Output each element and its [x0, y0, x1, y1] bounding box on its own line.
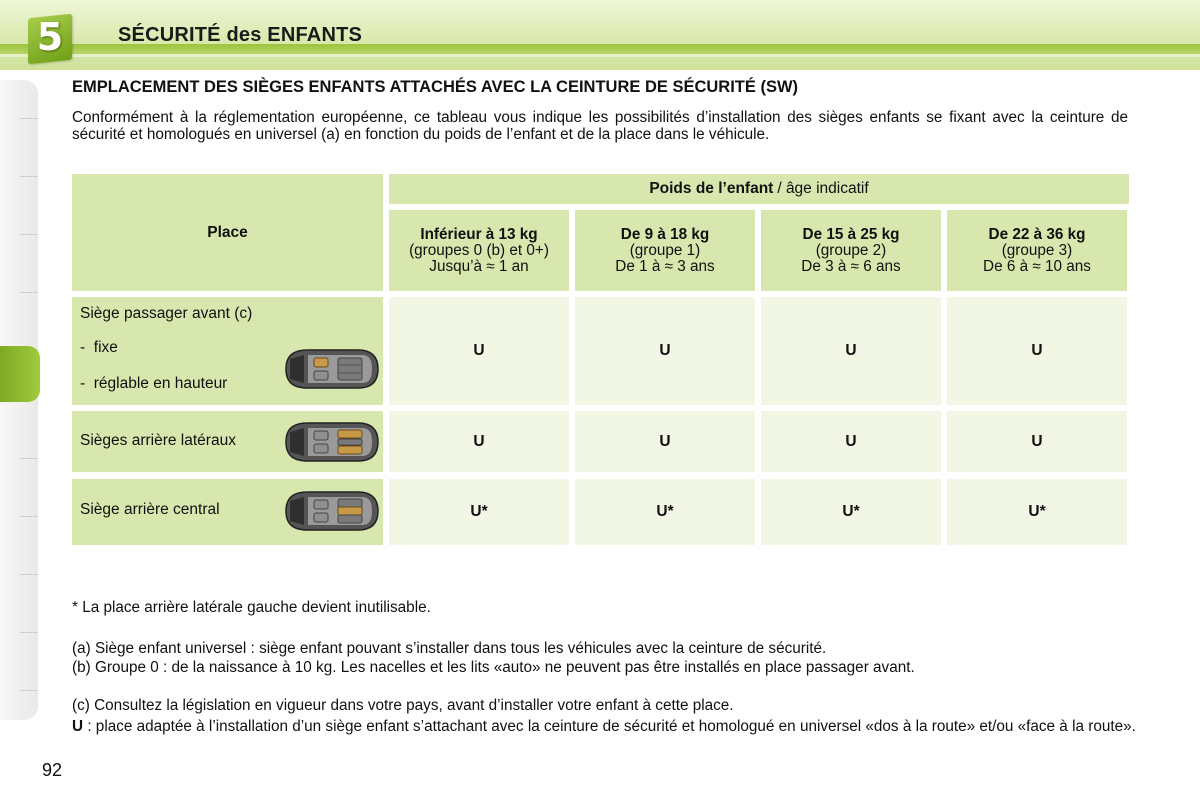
column-weight: Inférieur à 13 kg: [420, 225, 538, 243]
column-age: Jusqu’à ≈ 1 an: [429, 257, 529, 275]
tab-divider: [20, 176, 38, 177]
tab-divider: [20, 574, 38, 575]
chapter-title: SÉCURITÉ des ENFANTS: [118, 24, 363, 46]
active-chapter-tab[interactable]: [0, 346, 40, 402]
car-rear-side-seats-icon: [280, 418, 382, 466]
column-header: [761, 210, 941, 291]
row-place: Siège passager avant (c): [80, 305, 253, 322]
intro-paragraph: Conformément à la réglementation européenne, ce tableau vous indique les possibilités d’installation des sièges enfants se fixant avec la ceinture de sécurité et homologués en universel (a) en fonction du poids de l’enfant et de la place dans le véhicule.: [72, 109, 1128, 143]
tab-divider: [20, 118, 38, 119]
tab-divider: [20, 632, 38, 633]
car-front-seat-icon: [280, 345, 382, 393]
column-group: (groupe 2): [815, 241, 887, 259]
footnote-u: [72, 718, 1158, 735]
column-weight: De 22 à 36 kg: [988, 225, 1086, 243]
tab-divider: [20, 292, 38, 293]
column-group: (groupe 3): [1001, 241, 1073, 259]
column-age: De 1 à ≈ 3 ans: [615, 257, 715, 275]
column-header: [575, 210, 755, 291]
table-cell: U: [761, 297, 941, 405]
car-rear-center-seat-icon: [280, 487, 382, 535]
tab-divider: [20, 690, 38, 691]
table-cell: U: [947, 297, 1127, 405]
footnote-b: (b) Groupe 0 : de la naissance à 10 kg. Les nacelles et les lits «auto» ne peuvent pas être installés en place passager avant.: [72, 659, 915, 676]
column-age: De 6 à ≈ 10 ans: [983, 257, 1091, 275]
tab-divider: [20, 458, 38, 459]
column-weight: De 15 à 25 kg: [802, 225, 900, 243]
page-number: 92: [42, 760, 63, 780]
table-cell: U: [575, 297, 755, 405]
section-heading: EMPLACEMENT DES SIÈGES ENFANTS ATTACHÉS AVEC LA CEINTURE DE SÉCURITÉ (SW): [72, 78, 799, 96]
column-header: [389, 210, 569, 291]
weight-header-bold: Poids de l’enfant: [649, 180, 774, 197]
row-place: Siège arrière central: [80, 501, 220, 518]
footnote-u-label: U: [72, 718, 84, 735]
column-header: [947, 210, 1127, 291]
table-cell: U: [389, 297, 569, 405]
row-sub-fixed: - fixe: [80, 339, 118, 356]
table-cell: U*: [575, 479, 755, 545]
header-stripe-light: [0, 54, 1200, 57]
column-weight: De 9 à 18 kg: [620, 225, 710, 243]
footnote-a: (a) Siège enfant universel : siège enfant pouvant s’installer dans tous les véhicules avec la ceinture de sécurité.: [72, 640, 827, 657]
table-cell: U: [947, 411, 1127, 472]
place-header: Place: [72, 174, 383, 291]
chapter-number: 5: [36, 15, 64, 59]
table-cell: U: [575, 411, 755, 472]
table-cell: U*: [761, 479, 941, 545]
column-age: De 3 à ≈ 6 ans: [801, 257, 901, 275]
column-group: (groupe 1): [629, 241, 701, 259]
table-cell: U*: [389, 479, 569, 545]
weight-header-rest: / âge indicatif: [777, 180, 869, 197]
table-cell: U*: [947, 479, 1127, 545]
tab-divider: [20, 516, 38, 517]
table-cell: U: [389, 411, 569, 472]
row-sub-adjustable: - réglable en hauteur: [80, 375, 228, 392]
table-cell: U: [761, 411, 941, 472]
footnote-c: (c) Consultez la législation en vigueur dans votre pays, avant d’installer votre enfant à cette place.: [72, 697, 734, 714]
weight-header: [389, 174, 1129, 204]
footnote-star: * La place arrière latérale gauche devient inutilisable.: [72, 599, 431, 616]
row-place: Sièges arrière latéraux: [80, 432, 236, 449]
footnote-u-text: : place adaptée à l’installation d’un siège enfant s’attachant avec la ceinture de sécurité et homologué en universel «dos à la route» et/ou «face à la route».: [87, 718, 1136, 735]
tab-divider: [20, 234, 38, 235]
column-group: (groupes 0 (b) et 0+): [409, 241, 549, 259]
